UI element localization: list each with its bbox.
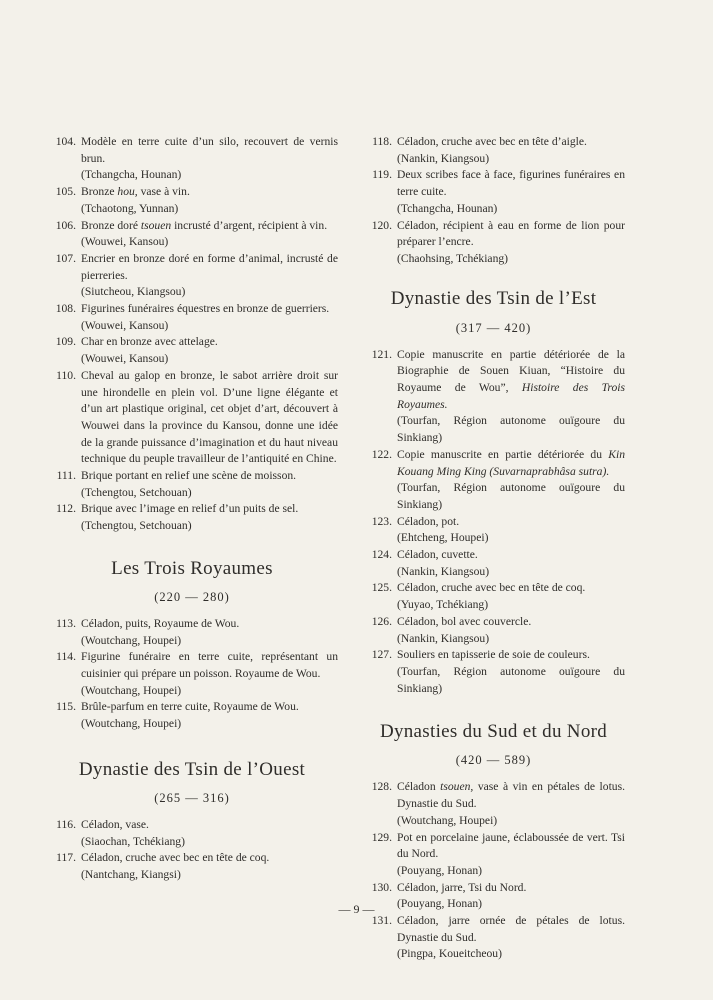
entry-body: [81, 301, 338, 334]
entry-location: (Wouwei, Kansou): [81, 352, 169, 366]
entry-description: [81, 369, 338, 466]
section-heading: [46, 558, 338, 605]
catalogue-entry: [46, 134, 338, 184]
entry-description: [81, 469, 296, 482]
description-text: Céladon, jarre ornée de pétales de lotus. Dynastie du Sud.: [397, 914, 625, 944]
entry-description: [81, 219, 327, 232]
entry-description: [81, 335, 218, 348]
description-text: Céladon, jarre, Tsi du Nord.: [397, 880, 527, 894]
entry-location: (Siutcheou, Kiangsou): [81, 285, 186, 299]
description-text: Céladon: [397, 780, 441, 794]
italic-term: tsouen: [140, 218, 172, 232]
catalogue-entry: [46, 649, 338, 699]
entry-list: [362, 347, 625, 698]
entry-number: 107.: [55, 251, 76, 265]
entry-body: [397, 514, 625, 547]
description-text: vase à vin en pétales de lotus. Dynastie du Sud.: [397, 780, 625, 811]
description-text: Copie manuscrite en partie détériorée du: [397, 447, 609, 461]
entry-body: [397, 614, 625, 647]
entry-body: [81, 218, 338, 251]
catalogue-entry: [46, 368, 338, 468]
entry-number: 108.: [55, 302, 76, 316]
entry-body: [81, 699, 338, 732]
entry-location: (Chaohsing, Tchékiang): [397, 251, 509, 265]
entry-number: 111.: [56, 469, 76, 483]
catalogue-entry: [46, 251, 338, 301]
entry-location: (Nankin, Kiangsou): [397, 564, 490, 578]
description-text: Pot en porcelaine jaune, éclaboussée de vert. Tsi du Nord.: [397, 830, 625, 861]
description-text: Figurine funéraire en terre cuite, représentant un cuisinier qui prépare un poisson. Royaume de Wou.: [81, 650, 338, 680]
entry-number: 113.: [56, 616, 76, 630]
description-text: Modèle en terre cuite d’un silo, recouvert de vernis brun.: [81, 135, 338, 165]
italic-term: Kin Kouang Ming King (Suvarnaprabhâsa sutra).: [397, 447, 625, 478]
entry-description: [397, 135, 587, 148]
entry-list: [362, 779, 625, 963]
entry-number: 116.: [56, 817, 76, 831]
description-text: Céladon, récipient à eau en forme de lion pour préparer l’encre.: [397, 218, 625, 249]
entry-location: (Tchengtou, Setchouan): [81, 519, 192, 533]
description-text: Copie manuscrite en partie détériorée de la Biographie de Souen Kiuan, “Histoire du Royaume de Wou”,: [397, 347, 625, 395]
description-text: Bronze doré: [81, 218, 141, 232]
description-text: Encrier en bronze doré en forme d’animal, incrusté de pierreries.: [81, 251, 338, 282]
entry-number: 131.: [371, 914, 392, 928]
section-dates: (317 — 420): [455, 320, 532, 335]
entry-description: [397, 780, 625, 810]
entry-number: 104.: [55, 135, 76, 148]
section-dates: (220 — 280): [154, 589, 230, 604]
description-text: Céladon, cruche avec bec en tête d’aigle.: [397, 135, 587, 148]
description-text: vase à vin.: [137, 185, 190, 199]
description-text: Brûle-parfum en terre cuite, Royaume de Wou.: [81, 700, 299, 714]
entry-number: 118.: [372, 135, 392, 148]
entry-number: 115.: [56, 700, 76, 714]
entry-location: (Nankin, Kiangsou): [397, 151, 490, 165]
entry-number: 114.: [56, 650, 76, 664]
entry-list: [46, 616, 338, 733]
section-heading: [362, 721, 625, 768]
catalogue-entry: [46, 699, 338, 732]
entry-description: [397, 348, 625, 411]
catalogue-entry: [362, 913, 625, 963]
entry-number: 125.: [371, 581, 392, 595]
entry-description: [81, 135, 338, 165]
description-text: Céladon, puits, Royaume de Wou.: [81, 616, 240, 630]
entry-description: [397, 548, 478, 561]
catalogue-entry: [362, 347, 625, 447]
entry-location: (Yuyao, Tchékiang): [397, 598, 489, 612]
entry-body: [397, 347, 625, 447]
entry-location: (Ehtcheng, Houpei): [397, 531, 489, 545]
catalogue-entry: [362, 580, 625, 613]
entry-description: [397, 831, 625, 861]
entry-number: 129.: [371, 830, 392, 844]
section-heading: [46, 759, 338, 806]
description-text: Souliers en tapisserie de soie de couleurs.: [397, 648, 590, 662]
entry-body: [81, 850, 338, 883]
entry-location: (Woutchang, Houpei): [81, 633, 182, 647]
entry-body: [397, 779, 625, 829]
entry-list: [46, 817, 338, 884]
description-text: Char en bronze avec attelage.: [81, 335, 218, 349]
description-text: Cheval au galop en bronze, le sabot arrière droit sur une hirondelle en plein vol. D’une ligne élégante et d’un art plastique original, cet objet d’art, découvert à Wouwei dans la province du Kansou, donne une idée de la grande puissance d’imagination et du haut niveau technique du peuple travailleur de l’antiquité en Chine.: [81, 368, 338, 466]
entry-location: (Tourfan, Région autonome ouïgoure du Sinkiang): [397, 481, 625, 511]
description-text: Céladon, cruche avec bec en tête de coq.: [81, 851, 270, 865]
entry-description: [397, 615, 531, 628]
entry-body: [397, 134, 625, 167]
catalogue-entry: [362, 167, 625, 217]
catalogue-entry: [46, 850, 338, 883]
entry-body: [81, 501, 338, 534]
section-dates: (265 — 316): [154, 790, 230, 805]
entry-number: 127.: [371, 648, 392, 662]
italic-term: hou,: [117, 185, 138, 199]
description-text: Céladon, cuvette.: [397, 548, 478, 562]
entry-number: 105.: [55, 185, 76, 199]
catalogue-entry: [46, 334, 338, 367]
entry-body: [397, 580, 625, 613]
entry-description: [397, 881, 526, 894]
entry-number: 110.: [56, 368, 76, 382]
entry-description: [81, 302, 329, 315]
description-text: Céladon, vase.: [81, 817, 149, 831]
entry-location: (Woutchang, Houpei): [397, 813, 498, 827]
section-dates: (420 — 589): [455, 753, 532, 768]
catalogue-entry: [46, 468, 338, 501]
catalogue-entry: [362, 134, 625, 167]
entry-description: [397, 648, 590, 661]
entry-number: 126.: [371, 614, 392, 628]
entry-location: (Tchaotong, Yunnan): [81, 201, 179, 215]
entry-body: [397, 447, 625, 514]
entry-body: [81, 134, 338, 184]
section-title: Dynasties du Sud et du Nord: [379, 721, 608, 743]
entry-body: [397, 913, 625, 963]
catalogue-entry: [46, 218, 338, 251]
entry-number: 112.: [56, 502, 76, 516]
description-text: Bronze: [81, 185, 118, 199]
catalogue-entry: [362, 514, 625, 547]
page-number: — 9 —: [338, 902, 375, 916]
entry-number: 130.: [371, 880, 392, 894]
entry-body: [81, 817, 338, 850]
entry-body: [81, 468, 338, 501]
entry-number: 109.: [55, 335, 76, 349]
description-text: Céladon, cruche avec bec en tête de coq.: [397, 581, 586, 595]
entry-description: [81, 617, 239, 630]
entry-description: [397, 168, 625, 198]
description-text: Deux scribes face à face, figurines funéraires en terre cuite.: [397, 168, 625, 199]
entry-location: (Tchengtou, Setchouan): [81, 485, 192, 499]
catalogue-entry: [362, 647, 625, 697]
catalogue-entry: [362, 614, 625, 647]
description-text: Céladon, pot.: [397, 514, 460, 528]
entry-number: 128.: [371, 780, 392, 794]
entry-body: [397, 647, 625, 697]
entry-number: 124.: [371, 548, 392, 562]
section-heading: [362, 288, 625, 336]
entry-body: [397, 547, 625, 580]
entry-description: [81, 650, 338, 680]
catalogue-entry: [362, 830, 625, 880]
entry-location: (Wouwei, Kansou): [81, 235, 169, 249]
entry-location: (Nantchang, Kiangsi): [81, 867, 181, 881]
entry-description: [81, 252, 338, 282]
catalogue-entry: [362, 779, 625, 829]
entry-location: (Woutchang, Houpei): [81, 717, 182, 731]
entry-body: [397, 830, 625, 880]
catalogue-entry: [362, 547, 625, 580]
entry-body: [81, 334, 338, 367]
entry-body: [81, 251, 338, 301]
entry-number: 119.: [372, 168, 392, 182]
entry-description: [397, 219, 625, 249]
italic-term: Histoire des Trois Royaumes.: [397, 381, 625, 411]
entry-body: [397, 167, 625, 217]
entry-location: (Tchangcha, Hounan): [81, 168, 182, 182]
italic-term: tsouen,: [440, 780, 474, 794]
entry-number: 123.: [371, 514, 392, 528]
entry-body: [81, 649, 338, 699]
entry-location: (Tourfan, Région autonome ouïgoure du Sinkiang): [397, 664, 625, 695]
section-title: Dynastie des Tsin de l’Est: [390, 287, 597, 309]
description-text: Brique portant en relief une scène de moisson.: [81, 469, 297, 483]
entry-description: [397, 581, 585, 594]
entry-description: [81, 818, 149, 831]
section-title: Les Trois Royaumes: [111, 557, 273, 579]
description-text: incrusté d’argent, récipient à vin.: [171, 218, 328, 232]
catalogue-entry: [46, 817, 338, 850]
entry-description: [397, 448, 625, 478]
entry-number: 120.: [371, 218, 392, 232]
description-text: Brique avec l’image en relief d’un puits de sel.: [81, 502, 299, 516]
catalogue-entry: [362, 218, 625, 268]
entry-location: (Wouwei, Kansou): [81, 318, 169, 332]
entry-description: [81, 502, 298, 515]
entry-location: (Tourfan, Région autonome ouïgoure du Sinkiang): [397, 414, 625, 445]
catalogue-entry: [46, 301, 338, 334]
description-text: Figurines funéraires équestres en bronze de guerriers.: [81, 302, 330, 316]
entry-description: [81, 185, 190, 198]
entry-body: [397, 218, 625, 268]
entry-number: 106.: [55, 218, 76, 232]
entry-list: [362, 134, 625, 268]
entry-number: 122.: [371, 447, 392, 461]
entry-description: [397, 914, 625, 944]
catalogue-entry: [362, 447, 625, 514]
left-column: [46, 134, 338, 884]
entry-number: 117.: [56, 851, 76, 865]
entry-description: [81, 700, 299, 713]
entry-location: (Woutchang, Houpei): [81, 683, 182, 697]
entry-body: [81, 616, 338, 649]
entry-body: [81, 184, 338, 217]
catalogue-entry: [46, 616, 338, 649]
entry-body: [81, 368, 338, 468]
entry-location: (Pouyang, Honan): [397, 863, 483, 877]
entry-location: (Pingpa, Koueitcheou): [397, 947, 502, 961]
entry-location: (Tchangcha, Hounan): [397, 201, 498, 215]
entry-number: 121.: [371, 347, 392, 361]
entry-location: (Pouyang, Honan): [397, 897, 483, 911]
catalogue-entry: [46, 501, 338, 534]
entry-location: (Nankin, Kiangsou): [397, 631, 490, 645]
right-column: [362, 134, 625, 963]
entry-description: [81, 851, 269, 864]
entry-location: (Siaochan, Tchékiang): [81, 834, 185, 848]
description-text: Céladon, bol avec couvercle.: [397, 614, 532, 628]
entry-description: [397, 515, 459, 528]
catalogue-entry: [46, 184, 338, 217]
entry-list: [46, 134, 338, 535]
section-title: Dynastie des Tsin de l’Ouest: [78, 758, 306, 780]
